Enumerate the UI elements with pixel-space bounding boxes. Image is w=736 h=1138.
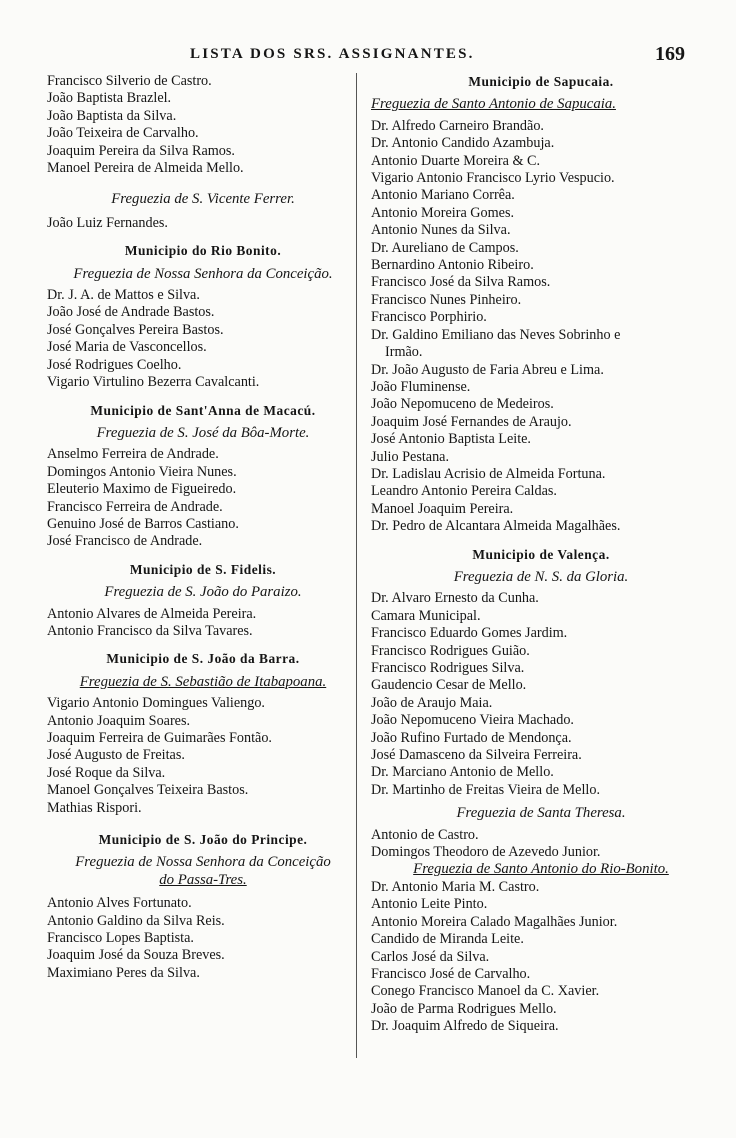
list-item: José Maria de Vasconcellos. — [47, 339, 207, 356]
list-item: Manoel Joaquim Pereira. — [371, 500, 514, 517]
list-item: Manoel Gonçalves Teixeira Bastos. — [47, 782, 249, 799]
list-item: Dr. Martinho de Freitas Vieira de Mello. — [371, 781, 600, 798]
list-item: Dr. J. A. de Mattos e Silva. — [47, 287, 200, 304]
freguezia-line: do Passa-Tres. — [159, 871, 247, 888]
freguezia-heading: Freguezia de S. José da Bôa-Morte. — [96, 424, 310, 441]
page-title: LISTA DOS SRS. ASSIGNANTES. — [190, 46, 475, 62]
list-item: Antonio de Castro. — [371, 826, 479, 843]
list-item: Francisco Porphirio. — [371, 309, 487, 326]
freguezia-heading: Freguezia de Santo Antonio de Sapucaia. — [371, 96, 616, 113]
list-item: Dr. Joaquim Alfredo de Siqueira. — [371, 1018, 559, 1035]
list-item: José Antonio Baptista Leite. — [371, 431, 531, 448]
list-item: Francisco Rodrigues Silva. — [371, 660, 525, 676]
list-item: Antonio Duarte Moreira & C. — [371, 152, 541, 169]
list-item: Vigario Antonio Francisco Lyrio Vespucio. — [371, 170, 615, 187]
list-item: José Roque da Silva. — [47, 764, 166, 781]
list-item: Antonio Alvares de Almeida Pereira. — [47, 605, 257, 622]
list-item: José Francisco de Andrade. — [47, 533, 203, 550]
name-list — [47, 287, 359, 391]
list-item: Maximiano Peres da Silva. — [47, 964, 200, 981]
name-list — [47, 695, 359, 817]
list-item: Joaquim Ferreira de Guimarães Fontão. — [47, 730, 272, 746]
list-item: Francisco Ferreira de Andrade. — [47, 498, 223, 515]
list-item: Dr. Ladislau Acrisio de Almeida Fortuna. — [371, 465, 606, 482]
name-list — [371, 827, 711, 862]
list-item: João de Parma Rodrigues Mello. — [371, 1000, 557, 1017]
list-item: José Gonçalves Pereira Bastos. — [47, 321, 224, 338]
list-item: Conego Francisco Manoel da C. Xavier. — [371, 983, 600, 1000]
list-item: Francisco José da Silva Ramos. — [371, 274, 551, 291]
list-item: Dr. Pedro de Alcantara Almeida Magalhães. — [371, 518, 621, 535]
list-item: Antonio Mariano Corrêa. — [371, 187, 515, 204]
name-list — [47, 895, 359, 982]
list-item: Anselmo Ferreira de Andrade. — [47, 446, 219, 463]
list-item: Mathias Rispori. — [47, 799, 142, 816]
freguezia-line: Freguezia de Nossa Senhora da Conceição — [75, 854, 331, 871]
list-item: Antonio Leite Pinto. — [371, 896, 488, 913]
right-column — [356, 73, 711, 1058]
list-item: João José de Andrade Bastos. — [47, 304, 215, 321]
list-item: Dr. Marciano Antonio de Mello. — [371, 764, 554, 781]
list-item: Antonio Moreira Gomes. — [371, 204, 515, 221]
list-item: Vigario Virtulino Bezerra Cavalcanti. — [47, 374, 260, 391]
list-item: Bernardino Antonio Ribeiro. — [371, 257, 534, 274]
municipio-heading: Municipio de S. Fidelis. — [129, 561, 277, 577]
list-item: Dr. Antonio Candido Azambuja. — [371, 135, 555, 152]
list-item: João de Araujo Maia. — [371, 694, 493, 711]
list-item: Carlos José da Silva. — [371, 948, 490, 965]
list-item: João Luiz Fernandes. — [47, 214, 168, 231]
freguezia-heading: Freguezia de N. S. da Gloria. — [453, 568, 629, 585]
list-item: Vigario Antonio Domingues Valiengo. — [47, 695, 265, 712]
list-item: Antonio Moreira Calado Magalhães Junior. — [371, 913, 618, 930]
page-header — [0, 43, 736, 70]
list-item: João Nepomuceno de Medeiros. — [371, 396, 554, 413]
list-item: Antonio Nunes da Silva. — [371, 222, 511, 239]
list-item: Joaquim José Fernandes de Araujo. — [371, 413, 572, 430]
list-item: Genuino José de Barros Castiano. — [47, 515, 239, 532]
list-item: José Augusto de Freitas. — [47, 747, 185, 764]
freguezia-heading — [47, 854, 359, 889]
list-item-continuation: Irmão. — [385, 344, 423, 361]
name-list — [371, 118, 711, 536]
list-item: Francisco Lopes Baptista. — [47, 930, 194, 947]
freguezia-heading: Freguezia de Santo Antonio do Rio-Bonito. — [413, 861, 669, 878]
list-item: Joaquim Pereira da Silva Ramos. — [47, 142, 235, 159]
name-list — [47, 446, 359, 550]
list-item: Candido de Miranda Leite. — [371, 931, 524, 948]
list-item: João Teixeira de Carvalho. — [47, 125, 199, 142]
list-item: Antonio Galdino da Silva Reis. — [47, 912, 225, 929]
list-item: Francisco Eduardo Gomes Jardim. — [371, 625, 568, 642]
list-item: Eleuterio Maximo de Figueiredo. — [47, 481, 237, 498]
list-item: José Rodrigues Coelho. — [47, 356, 182, 373]
municipio-heading: Municipio de Sant'Anna de Macacú. — [90, 402, 316, 418]
freguezia-heading: Freguezia de Santa Theresa. — [456, 805, 626, 822]
list-item: Francisco Silverio de Castro. — [47, 73, 212, 89]
list-item: Camara Municipal. — [371, 607, 481, 624]
list-item: Dr. Antonio Maria M. Castro. — [371, 878, 540, 895]
list-item: Dr. Aureliano de Campos. — [371, 239, 519, 256]
list-item: Dr. Alfredo Carneiro Brandão. — [371, 117, 544, 134]
freguezia-heading: Freguezia de S. Sebastião de Itabapoana. — [79, 673, 327, 690]
list-item: Antonio Joaquim Soares. — [47, 712, 191, 729]
list-item: João Fluminense. — [371, 378, 471, 395]
list-item: Julio Pestana. — [371, 448, 450, 465]
list-item: Dr. Alvaro Ernesto da Cunha. — [371, 590, 539, 607]
list-item: João Baptista da Silva. — [47, 107, 177, 124]
left-column — [47, 73, 359, 982]
name-list — [47, 606, 359, 641]
list-item: Dr. Galdino Emiliano das Neves Sobrinho e — [371, 326, 621, 343]
freguezia-heading: Freguezia de Nossa Senhora da Conceição. — [73, 265, 333, 282]
freguezia-heading: Freguezia de S. João do Paraizo. — [104, 584, 302, 601]
municipio-heading: Municipio de Valença. — [472, 546, 610, 562]
municipio-heading: Municipio do Rio Bonito. — [124, 243, 282, 259]
list-item: Antonio Francisco da Silva Tavares. — [47, 622, 253, 639]
list-item: Domingos Antonio Vieira Nunes. — [47, 463, 237, 480]
name-list — [371, 590, 711, 799]
list-item: Francisco Nunes Pinheiro. — [371, 291, 522, 308]
page-number: 169 — [655, 43, 685, 65]
municipio-heading: Municipio de S. João da Barra. — [106, 651, 300, 667]
freguezia-heading: Freguezia de S. Vicente Ferrer. — [111, 191, 295, 208]
list-item: Manoel Pereira de Almeida Mello. — [47, 160, 244, 177]
list-item: José Damasceno da Silveira Ferreira. — [371, 747, 582, 764]
list-item: Francisco Rodrigues Guião. — [371, 642, 530, 659]
municipio-heading: Municipio de S. João do Principe. — [98, 832, 308, 848]
list-item: Francisco José de Carvalho. — [371, 965, 531, 982]
list-item: Leandro Antonio Pereira Caldas. — [371, 483, 557, 500]
list-item: João Nepomuceno Vieira Machado. — [371, 712, 574, 729]
list-item: Gaudencio Cesar de Mello. — [371, 677, 527, 694]
list-item: Dr. João Augusto de Faria Abreu e Lima. — [371, 361, 604, 378]
intro-list — [47, 73, 359, 177]
municipio-heading: Municipio de Sapucaia. — [468, 74, 614, 89]
list-item: João Rufino Furtado de Mendonça. — [371, 729, 572, 746]
name-list — [371, 879, 711, 1036]
list-item: João Baptista Brazlel. — [47, 90, 172, 107]
list-item: Antonio Alves Fortunato. — [47, 895, 192, 912]
list-item: Domingos Theodoro de Azevedo Junior. — [371, 844, 601, 861]
list-item: Joaquim José da Souza Breves. — [47, 947, 225, 964]
